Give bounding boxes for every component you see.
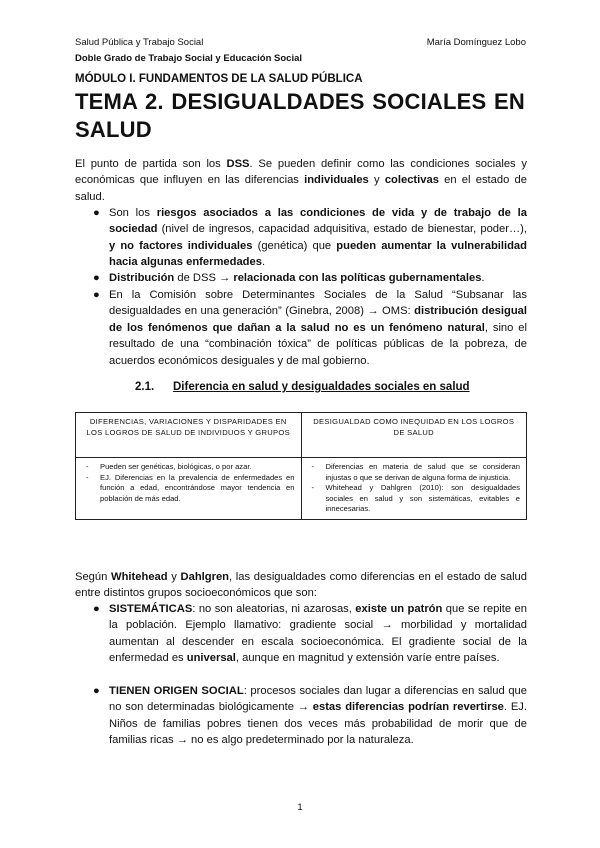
list-item <box>93 683 527 749</box>
table-header-cell: DIFERENCIAS, VARIACIONES Y DISPARIDADES EN LOS LOGROS DE SALUD DE INDIVIDUOS Y GRUPOS <box>76 413 302 458</box>
table-list-item: - Whitehead y Dahlgren (2010): son desigualdades sociales en salud y son sistemáticas, evitables e innecesarias. <box>308 483 521 515</box>
bold-run: DSS <box>226 158 250 170</box>
page-number: 1 <box>297 802 303 813</box>
bold-run: Distribución <box>109 272 175 284</box>
text-run: . <box>261 256 266 269</box>
comparison-table <box>75 412 527 520</box>
text-run: y <box>368 174 385 187</box>
text-run: en el estado de salud. <box>75 174 527 203</box>
bold-run: pueden aumentar la vulnerabilidad hacia algunas enfermedades <box>109 239 527 269</box>
bold-run: estas diferencias podrían revertirse <box>312 701 504 714</box>
table-row <box>76 458 527 520</box>
text-run: : no son aleatorias, ni azarosas, <box>192 603 356 615</box>
text-run: , aunque en magnitud y extensión varíe entre países. <box>235 652 500 665</box>
section-number: 2.1. <box>135 381 155 393</box>
list-item <box>93 205 527 271</box>
text-run: (nivel de ingresos, capacidad adquisitiva, estado de bienestar, poder…), <box>157 223 527 236</box>
text-run: que se repite en la población. Ejemplo llamativo: gradiente social → morbilidad y mortalidad aumentan al descender en escala socioeconómica. El gradiente social de la enfermedad es <box>109 603 527 665</box>
bullet-icon: ● <box>93 289 100 301</box>
table-list-item: - Pueden ser genéticas, biológicas, o por azar. <box>82 462 295 473</box>
table-header-cell: DESIGUALDAD COMO INEQUIDAD EN LOS LOGROS DE SALUD <box>301 413 527 458</box>
text-run: , sino el resultado de una “combinación tóxica” de políticas públicas de la pobreza, de acuerdos económicos desiguales y de mal gobierno. <box>109 321 527 367</box>
text-run: y <box>167 571 181 583</box>
bold-run: SISTEMÁTICAS <box>109 603 193 615</box>
bullet-icon: ● <box>93 603 100 615</box>
bold-run: TIENEN ORIGEN SOCIAL <box>109 685 244 697</box>
list-item <box>93 270 527 286</box>
text-run: Según <box>75 571 112 583</box>
bold-run: riesgos asociados a las condiciones de vida y de trabajo de la sociedad <box>109 207 527 236</box>
bold-run: y no factores individuales <box>109 239 253 252</box>
text-run: En la Comisión sobre Determinantes Sociales de la Salud “Subsanar las desigualdades en una generación” (Ginebra, 2008) → OMS: <box>109 289 527 318</box>
bullet-icon: ● <box>93 685 100 697</box>
text-run: (genética) que <box>252 239 337 252</box>
text-run: : procesos sociales dan lugar a diferencias en salud que no son determinadas biológicamente → <box>109 685 527 714</box>
table-list-item: - EJ. Diferencias en la prevalencia de enfermedades en función a edad, encontrándose mayor tendencia en población de más edad. <box>82 473 295 505</box>
bold-run: colectivas <box>384 174 439 187</box>
table-cell <box>301 458 527 520</box>
bold-run: universal <box>186 652 236 665</box>
header-course: Salud Pública y Trabajo Social <box>75 37 204 48</box>
text-run: , las desigualdades como diferencias en el estado de salud entre distintos grupos socioeconómicos que son: <box>75 571 527 600</box>
bold-run: Dahlgren <box>180 571 230 583</box>
bold-run: existe un patrón <box>355 603 443 615</box>
list-item <box>93 287 527 369</box>
bold-run: Whitehead <box>111 571 168 583</box>
module-title: MÓDULO I. FUNDAMENTOS DE LA SALUD PÚBLICA <box>75 73 363 85</box>
bold-run: distribución desigual de los fenómenos que dañan a la salud no es un fenómeno natural <box>109 305 527 334</box>
text-run: . <box>481 272 485 284</box>
bullet-icon: ● <box>93 272 100 284</box>
text-run: . Se pueden definir como las condiciones sociales y económicas que influyen en las diferencias <box>75 158 527 187</box>
table-list-item: - Diferencias en materia de salud que se consideran injustas o que se derivan de alguna forma de injusticia. <box>308 462 521 483</box>
bullet-icon: ● <box>93 207 100 219</box>
header-author: María Domínguez Lobo <box>426 37 526 48</box>
bold-run: individuales <box>304 174 369 187</box>
text-run: de DSS → <box>174 272 234 284</box>
bold-run: relacionada con las políticas gubernamentales <box>233 272 482 284</box>
page-title: TEMA 2. DESIGUALDADES SOCIALES EN SALUD <box>75 89 525 142</box>
text-run: Son los <box>109 207 157 219</box>
text-run: . EJ. Niños de familias pobres tienen dos veces más probabilidad de morir que de familias ricas → no es algo predeterminado por la naturaleza. <box>109 701 527 747</box>
text-run: El punto de partida son los <box>75 158 227 170</box>
whitehead-paragraph <box>75 569 527 602</box>
table-cell <box>76 458 302 520</box>
table-header-row <box>76 413 527 458</box>
section-heading <box>135 381 470 393</box>
intro-paragraph <box>75 156 527 205</box>
list-item <box>93 601 527 667</box>
section-title: Diferencia en salud y desigualdades sociales en salud <box>173 381 470 393</box>
header-degree: Doble Grado de Trabajo Social y Educación Social <box>75 53 303 64</box>
